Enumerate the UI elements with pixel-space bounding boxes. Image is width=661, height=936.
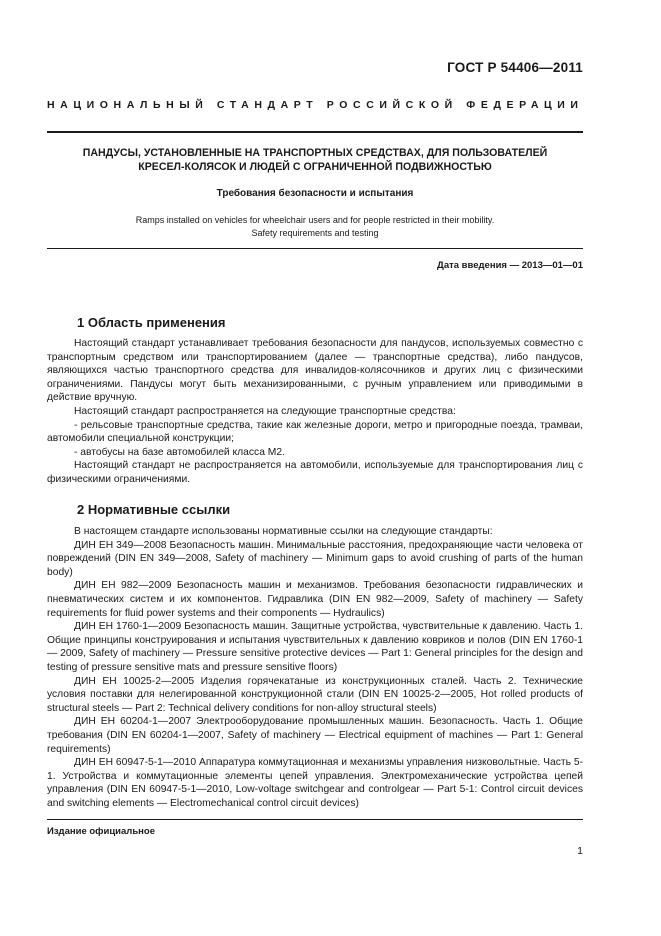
section-1-paragraph: Настоящий стандарт устанавливает требования безопасности для пандусов, используемых совместно с транспортным средством или транспортированием (далее — транспортные средства), либо пандусов, являющихся частью транспортного средства для инвалидов-колясочников и других лиц с физическими ограничениями. Пандусы могут быть механизированными, с ручным управлением или приводимыми в действие вручную. xyxy=(47,338,583,404)
national-standard-heading: НАЦИОНАЛЬНЫЙ СТАНДАРТ РОССИЙСКОЙ ФЕДЕРАЦИИ xyxy=(47,99,584,111)
document-title xyxy=(47,146,583,174)
normative-reference: ДИН ЕН 1760-1—2009 Безопасность машин. Защитные устройства, чувствительные к давлению. Часть 1. Общие принципы конструирования и испытания чувствительных к давлению ковриков и полов (DIN EN 1760-1 — 2009, Safety of machinery — Pressure sensitive protective devices — Part 1: General principles for the design and testing of pressure sensitive mats and pressure sensitive floors) xyxy=(47,621,583,673)
title-divider xyxy=(47,248,583,249)
normative-reference: ДИН ЕН 60947-5-1—2010 Аппаратура коммутационная и механизмы управления низковольтные. Часть 5-1. Устройства и коммутационные элементы цепей управления. Электромеханические устройства цепей управления (DIN EN 60947-5-1—2010, Low-voltage switchgear and controlgear — Part 5-1: Control circuit devices and switching elements — Electromechanical control circuit devices) xyxy=(47,757,583,809)
section-2-heading: 2 Нормативные ссылки xyxy=(77,502,231,517)
normative-reference: ДИН ЕН 60204-1—2007 Электрооборудование промышленных машин. Безопасность. Часть 1. Общие требования (DIN EN 60204-1—2007, Safety of machinery — Electrical equipment of machines — Part 1: General requirements) xyxy=(47,716,583,755)
section-1-list-item: - автобусы на базе автомобилей класса М2. xyxy=(74,446,285,458)
section-1-paragraph: Настоящий стандарт распространяется на следующие транспортные средства: xyxy=(74,405,456,417)
section-1-body xyxy=(47,337,583,487)
page-number: 1 xyxy=(577,845,583,857)
section-2-paragraph: В настоящем стандарте использованы нормативные ссылки на следующие стандарты: xyxy=(74,526,493,537)
english-title-line-2: Safety requirements and testing xyxy=(251,227,379,238)
section-1-heading: 1 Область применения xyxy=(77,315,226,330)
header-divider xyxy=(47,131,583,133)
english-title xyxy=(47,214,583,239)
footer-divider xyxy=(47,819,583,820)
normative-reference: ДИН ЕН 349—2008 Безопасность машин. Минимальные расстояния, предохраняющие части человека от повреждений (DIN EN 349—2008, Safety of machinery — Minimum gaps to avoid crushing of parts of the human body) xyxy=(47,539,583,578)
normative-reference: ДИН ЕН 10025-2—2005 Изделия горячекатаные из конструкционных сталей. Часть 2. Технические условия поставки для нелегированной конструкционной стали (DIN EN 10025-2—2005, Hot rolled products of structural steels — Part 2: Technical delivery conditions for non-alloy structural steels) xyxy=(47,675,583,714)
title-line-1: ПАНДУСЫ, УСТАНОВЛЕННЫЕ НА ТРАНСПОРТНЫХ СРЕДСТВАХ, ДЛЯ ПОЛЬЗОВАТЕЛЕЙ xyxy=(82,147,548,159)
document-subtitle: Требования безопасности и испытания xyxy=(216,188,414,199)
document-code: ГОСТ Р 54406—2011 xyxy=(447,60,583,75)
section-2-body xyxy=(47,525,583,810)
english-title-line-1: Ramps installed on vehicles for wheelchair users and for people restricted in their mobility. xyxy=(135,215,495,225)
section-1-paragraph: Настоящий стандарт не распространяется на автомобили, используемые для транспортирования лиц с физическими ограничениями. xyxy=(47,460,583,485)
official-edition-label: Издание официальное xyxy=(47,826,155,837)
normative-reference: ДИН ЕН 982—2009 Безопасность машин и механизмов. Требования безопасности гидравлических и пневматических систем и их компонентов. Гидравлика (DIN EN 982—2009, Safety of machinery — Safety requirements for fluid power systems and their components — Hydraulics) xyxy=(47,580,583,619)
section-1-list-item: - рельсовые транспортные средства, такие как железные дороги, метро и пригородные поезда, трамваи, автомобили специальной конструкции; xyxy=(47,419,583,445)
title-line-2: КРЕСЕЛ-КОЛЯСОК И ЛЮДЕЙ С ОГРАНИЧЕННОЙ ПОДВИЖНОСТЬЮ xyxy=(138,161,492,173)
introduction-date: Дата введения — 2013—01—01 xyxy=(437,260,583,271)
